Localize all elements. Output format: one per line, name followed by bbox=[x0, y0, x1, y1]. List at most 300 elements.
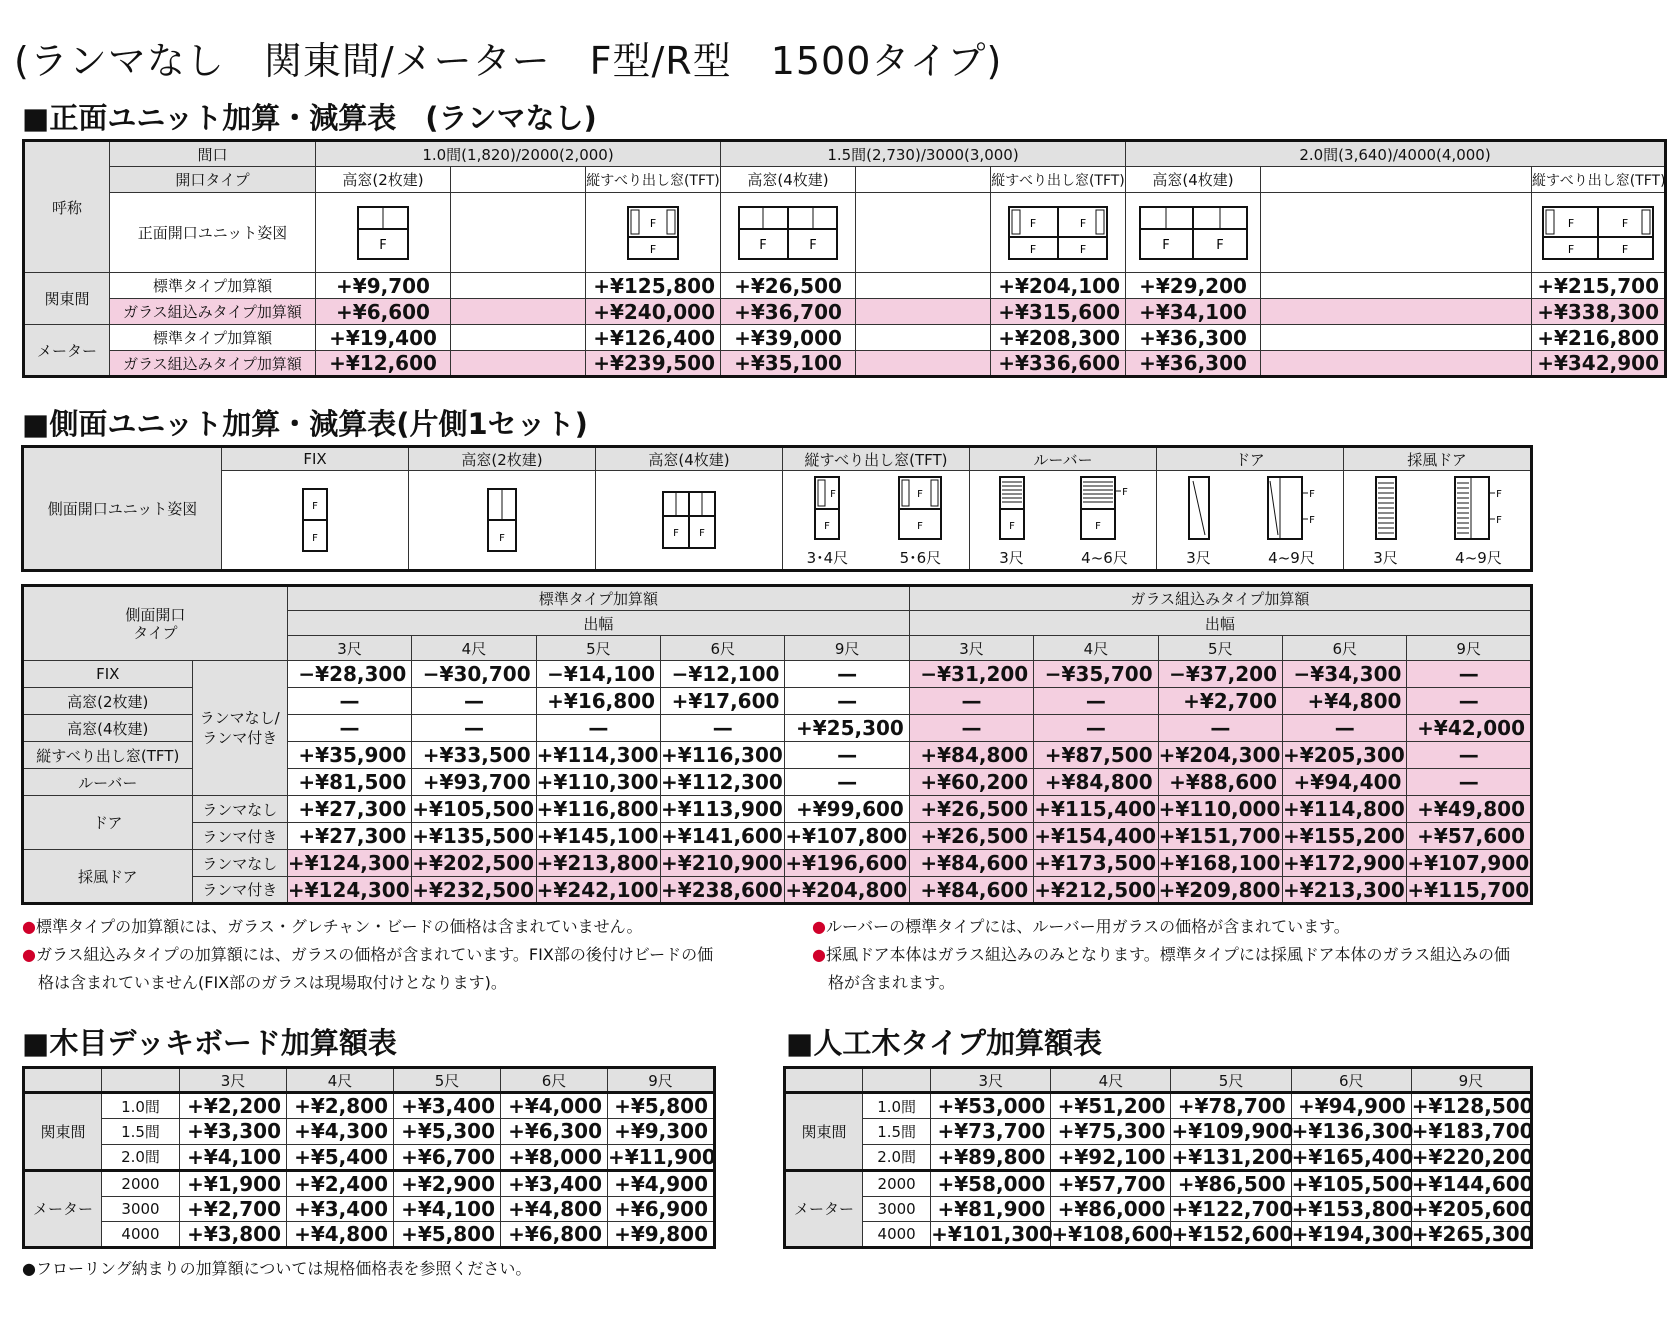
std-price-cell: +¥242,100 bbox=[536, 877, 660, 904]
width-header: 4尺 bbox=[1034, 636, 1158, 661]
price-cell: +¥342,900 bbox=[1532, 351, 1666, 377]
size-label: 2000 bbox=[102, 1170, 180, 1196]
std-price-cell: +¥99,600 bbox=[785, 796, 909, 823]
row-type-label: FIX bbox=[23, 661, 193, 688]
std-price-cell: — bbox=[536, 715, 660, 742]
std-price-cell: +¥145,100 bbox=[536, 823, 660, 850]
unit-header: 高窓(2枚建) bbox=[409, 447, 596, 471]
std-price-cell: — bbox=[412, 688, 536, 715]
glass-price-cell: — bbox=[1407, 769, 1532, 796]
price-cell: +¥75,300 bbox=[1051, 1119, 1171, 1145]
type-right: 縦すべり出し窓(TFT) bbox=[991, 167, 1126, 193]
std-price-cell: +¥81,500 bbox=[287, 769, 411, 796]
deck-table bbox=[22, 1066, 716, 1249]
glass-price-cell: +¥42,000 bbox=[1407, 715, 1532, 742]
unit-header: ルーバー bbox=[970, 447, 1157, 471]
svg-text:F: F bbox=[1008, 520, 1015, 532]
price-cell: +¥122,700 bbox=[1171, 1196, 1294, 1221]
svg-text:F: F bbox=[917, 520, 924, 532]
tft-diagram bbox=[618, 203, 688, 263]
svg-text:F: F bbox=[1621, 216, 1629, 230]
svg-text:F: F bbox=[1308, 514, 1315, 526]
glass-price-cell: +¥212,500 bbox=[1034, 877, 1158, 904]
glass-price-cell: +¥107,900 bbox=[1407, 850, 1532, 877]
size-label: 1.5間 bbox=[863, 1119, 931, 1145]
glass-price-cell: — bbox=[1407, 688, 1532, 715]
width-header: 3尺 bbox=[931, 1068, 1051, 1093]
std-price-cell: +¥202,500 bbox=[412, 850, 536, 877]
std-price-cell: +¥114,300 bbox=[536, 742, 660, 769]
size-label: 3尺 bbox=[999, 548, 1024, 567]
std-price-cell: +¥105,500 bbox=[412, 796, 536, 823]
svg-text:F: F bbox=[917, 488, 924, 500]
svg-text:F: F bbox=[759, 237, 767, 253]
price-cell: +¥153,800 bbox=[1291, 1196, 1414, 1221]
std-price-cell: — bbox=[287, 715, 411, 742]
price-cell: +¥94,900 bbox=[1291, 1093, 1411, 1119]
price-cell: +¥3,400 bbox=[394, 1093, 501, 1119]
price-cell: +¥126,400 bbox=[586, 325, 721, 351]
width-header: 3尺 bbox=[180, 1068, 287, 1093]
glass-price-cell: +¥26,500 bbox=[909, 796, 1033, 823]
std-header: 標準タイプ加算額 bbox=[287, 586, 909, 611]
table-row bbox=[785, 1119, 1532, 1145]
type-right: 縦すべり出し窓(TFT) bbox=[1532, 167, 1666, 193]
table-row bbox=[785, 1196, 1532, 1222]
size-label: 2000 bbox=[863, 1170, 931, 1196]
price-cell: +¥9,300 bbox=[608, 1119, 715, 1145]
price-cell: +¥144,600 bbox=[1411, 1171, 1534, 1196]
std-price-cell: +¥17,600 bbox=[661, 688, 785, 715]
price-cell: +¥6,600 bbox=[316, 299, 451, 325]
std-price-cell: +¥232,500 bbox=[412, 877, 536, 904]
std-price-cell: +¥27,300 bbox=[287, 796, 411, 823]
table-row bbox=[23, 661, 1532, 688]
bullet-icon: ● bbox=[22, 945, 36, 964]
price-cell: +¥194,300 bbox=[1291, 1222, 1414, 1246]
svg-text:F: F bbox=[1079, 242, 1087, 256]
std-price-cell: +¥33,500 bbox=[412, 742, 536, 769]
glass-price-cell: +¥213,300 bbox=[1283, 877, 1407, 904]
table-row bbox=[24, 1144, 715, 1170]
row-type-label: 高窓(2枚建) bbox=[23, 688, 193, 715]
width-header: 5尺 bbox=[394, 1068, 501, 1093]
meter-label: メーター bbox=[24, 325, 110, 377]
std-price-cell: +¥116,800 bbox=[536, 796, 660, 823]
width-header: 5尺 bbox=[1171, 1068, 1291, 1093]
svg-text:F: F bbox=[312, 533, 318, 544]
price-cell: +¥3,400 bbox=[501, 1170, 608, 1196]
std-label: 標準タイプ加算額 bbox=[110, 273, 316, 299]
glass-price-cell: — bbox=[909, 688, 1033, 715]
kanto-label: 関東間 bbox=[785, 1093, 863, 1171]
size-label: 4000 bbox=[863, 1222, 931, 1248]
saifu-door-side-diagram bbox=[1344, 471, 1532, 571]
std-price-cell: — bbox=[785, 661, 909, 688]
window-4-side-diagram bbox=[596, 471, 783, 571]
type-right: 縦すべり出し窓(TFT) bbox=[586, 167, 721, 193]
glass-price-cell: +¥173,500 bbox=[1034, 850, 1158, 877]
std-price-cell: +¥204,800 bbox=[785, 877, 909, 904]
price-cell: +¥51,200 bbox=[1051, 1093, 1171, 1119]
price-cell: +¥2,900 bbox=[394, 1170, 501, 1196]
std-price-cell: +¥27,300 bbox=[287, 823, 411, 850]
width-header: 4尺 bbox=[412, 636, 536, 661]
price-cell: +¥2,800 bbox=[287, 1093, 394, 1119]
unit-header: 高窓(4枚建) bbox=[596, 447, 783, 471]
window-4-diagram bbox=[733, 203, 843, 263]
std-price-cell: −¥28,300 bbox=[287, 661, 411, 688]
bullet-icon: ● bbox=[22, 1259, 36, 1278]
table-row bbox=[24, 1196, 715, 1222]
glass-price-cell: +¥204,300 bbox=[1158, 742, 1282, 769]
price-cell: +¥86,000 bbox=[1051, 1196, 1171, 1222]
std-price-cell: +¥113,900 bbox=[661, 796, 785, 823]
price-cell: +¥205,600 bbox=[1411, 1196, 1534, 1221]
note-right-3: 格が含まれます。 bbox=[828, 973, 955, 992]
std-price-cell: −¥12,100 bbox=[661, 661, 785, 688]
svg-text:F: F bbox=[1215, 237, 1224, 253]
meter-label: メーター bbox=[24, 1170, 102, 1248]
unit-header: 採風ドア bbox=[1344, 447, 1532, 471]
note-left-3: 格は含まれていません(FIX部のガラスは現場取付けとなります)。 bbox=[38, 973, 507, 992]
price-cell: +¥183,700 bbox=[1411, 1119, 1534, 1144]
size-label: 3000 bbox=[863, 1196, 931, 1222]
yobi-header: 呼称 bbox=[24, 141, 110, 273]
price-cell: +¥6,700 bbox=[394, 1144, 501, 1170]
maguchi-header: 間口 bbox=[110, 141, 316, 167]
glass-price-cell: +¥115,700 bbox=[1407, 877, 1532, 904]
type-left: 高窓(2枚建) bbox=[316, 167, 451, 193]
svg-text:F: F bbox=[379, 237, 387, 253]
price-cell: +¥3,400 bbox=[287, 1196, 394, 1222]
svg-text:F: F bbox=[824, 520, 831, 532]
width-header: 6尺 bbox=[661, 636, 785, 661]
price-cell: +¥101,300 bbox=[931, 1222, 1053, 1246]
deck-section-title: ■木目デッキボード加算額表 bbox=[22, 1026, 397, 1060]
size-label: 4~6尺 bbox=[1081, 548, 1128, 567]
width-header: 6尺 bbox=[1283, 636, 1407, 661]
price-cell: +¥5,800 bbox=[394, 1222, 501, 1248]
svg-text:F: F bbox=[1495, 488, 1502, 500]
price-cell: +¥12,600 bbox=[316, 351, 451, 377]
width-header: 9尺 bbox=[1407, 636, 1532, 661]
price-cell: +¥4,800 bbox=[287, 1222, 394, 1248]
price-cell: +¥19,400 bbox=[316, 325, 451, 351]
price-cell: +¥34,100 bbox=[1126, 299, 1261, 325]
row-type-label: 縦すべり出し窓(TFT) bbox=[23, 742, 193, 769]
price-cell: +¥57,700 bbox=[1051, 1170, 1171, 1196]
size-label: 3･4尺 bbox=[806, 548, 849, 567]
price-cell: +¥4,900 bbox=[608, 1170, 715, 1196]
svg-text:F: F bbox=[1079, 216, 1087, 230]
size-label: 5･6尺 bbox=[899, 548, 942, 567]
price-cell: +¥2,400 bbox=[287, 1170, 394, 1196]
svg-text:F: F bbox=[1621, 242, 1629, 256]
size-label: 2.0間 bbox=[102, 1144, 180, 1170]
std-price-cell: — bbox=[785, 688, 909, 715]
price-cell: +¥108,600 bbox=[1051, 1222, 1174, 1246]
price-cell: +¥36,700 bbox=[721, 299, 856, 325]
price-cell: +¥6,300 bbox=[501, 1119, 608, 1145]
table-row bbox=[24, 1222, 715, 1248]
width-header: 6尺 bbox=[501, 1068, 608, 1093]
std-price-cell: +¥112,300 bbox=[661, 769, 785, 796]
glass-price-cell: +¥49,800 bbox=[1407, 796, 1532, 823]
price-cell: +¥2,200 bbox=[180, 1093, 287, 1119]
glass-label: ガラス組込みタイプ加算額 bbox=[110, 299, 316, 325]
price-cell: +¥5,400 bbox=[287, 1144, 394, 1170]
table-row bbox=[785, 1093, 1532, 1119]
front-diagram bbox=[721, 193, 856, 273]
width-header: 9尺 bbox=[608, 1068, 715, 1093]
price-cell: +¥220,200 bbox=[1411, 1144, 1534, 1169]
std-price-cell: +¥213,800 bbox=[536, 850, 660, 877]
price-cell: +¥36,300 bbox=[1126, 325, 1261, 351]
price-cell: +¥9,700 bbox=[316, 273, 451, 299]
glass-header: ガラス組込みタイプ加算額 bbox=[909, 586, 1531, 611]
std-price-cell: +¥16,800 bbox=[536, 688, 660, 715]
type-left: 高窓(4枚建) bbox=[721, 167, 856, 193]
note-right-1: ●ルーバーの標準タイプには、ルーバー用ガラスの価格が含まれています。 bbox=[812, 917, 1350, 936]
row-type-label: 採風ドア bbox=[23, 850, 193, 904]
price-cell: +¥2,700 bbox=[180, 1196, 287, 1222]
glass-price-cell: +¥84,800 bbox=[1034, 769, 1158, 796]
front-diagram bbox=[316, 193, 451, 273]
glass-price-cell: +¥26,500 bbox=[909, 823, 1033, 850]
price-cell: +¥29,200 bbox=[1126, 273, 1261, 299]
unit-header: ドア bbox=[1157, 447, 1344, 471]
side-price-table bbox=[21, 584, 1533, 905]
glass-price-cell: +¥88,600 bbox=[1158, 769, 1282, 796]
deck-note: ●フローリング納まりの加算額については規格価格表を参照ください。 bbox=[22, 1259, 532, 1278]
glass-price-cell: +¥205,300 bbox=[1283, 742, 1407, 769]
std-price-cell: — bbox=[785, 769, 909, 796]
glass-price-cell: +¥172,900 bbox=[1283, 850, 1407, 877]
glass-price-cell: +¥60,200 bbox=[909, 769, 1033, 796]
std-price-cell: +¥135,500 bbox=[412, 823, 536, 850]
ranma-label: ランマなし bbox=[192, 850, 287, 877]
price-cell: +¥336,600 bbox=[991, 351, 1126, 377]
price-cell: +¥6,800 bbox=[501, 1222, 608, 1248]
svg-text:F: F bbox=[1161, 237, 1170, 253]
price-cell: +¥3,300 bbox=[180, 1119, 287, 1145]
header-row bbox=[24, 1068, 715, 1093]
size-label: 4~9尺 bbox=[1268, 548, 1315, 567]
ranma-label: ランマなし bbox=[192, 796, 287, 823]
table-row bbox=[24, 1119, 715, 1145]
glass-price-cell: — bbox=[1034, 688, 1158, 715]
ranma-label: ランマなし/ ランマ付き bbox=[192, 661, 287, 796]
width-header: 9尺 bbox=[785, 636, 909, 661]
price-cell: +¥4,000 bbox=[501, 1093, 608, 1119]
size-label: 4~9尺 bbox=[1455, 548, 1502, 567]
std-price-cell: +¥141,600 bbox=[661, 823, 785, 850]
svg-text:F: F bbox=[1094, 520, 1101, 532]
kanto-label: 関東間 bbox=[24, 1093, 102, 1171]
front-section-title: ■正面ユニット加算・減算表 (ランマなし) bbox=[22, 101, 597, 135]
width-header: 4尺 bbox=[287, 1068, 394, 1093]
tft-diagram bbox=[1539, 203, 1657, 263]
price-cell: +¥26,500 bbox=[721, 273, 856, 299]
group-header: 1.5間(2,730)/3000(3,000) bbox=[721, 141, 1126, 167]
price-cell: +¥11,900 bbox=[608, 1144, 716, 1169]
price-cell: +¥216,800 bbox=[1532, 325, 1666, 351]
price-cell: +¥58,000 bbox=[931, 1170, 1051, 1196]
type-left: 高窓(4枚建) bbox=[1126, 167, 1261, 193]
tft-side-diagram bbox=[783, 471, 970, 571]
std-price-cell: — bbox=[785, 742, 909, 769]
glass-price-cell: +¥57,600 bbox=[1407, 823, 1532, 850]
jinko-table bbox=[783, 1066, 1533, 1249]
glass-price-cell: +¥4,800 bbox=[1283, 688, 1407, 715]
std-price-cell: — bbox=[287, 688, 411, 715]
svg-text:F: F bbox=[1495, 514, 1502, 526]
table-row bbox=[785, 1144, 1532, 1170]
louver-side-diagram bbox=[970, 471, 1157, 571]
table-row bbox=[23, 796, 1532, 823]
glass-price-cell: — bbox=[1283, 715, 1407, 742]
blank-header bbox=[102, 1068, 180, 1093]
note-left-1: ●標準タイプの加算額には、ガラス・グレチャン・ビードの価格は含まれていません。 bbox=[22, 917, 643, 936]
price-cell: +¥136,300 bbox=[1291, 1119, 1414, 1144]
width-header: 3尺 bbox=[287, 636, 411, 661]
price-cell: +¥265,300 bbox=[1411, 1222, 1534, 1246]
fix-diagram bbox=[222, 471, 409, 571]
width-header: 4尺 bbox=[1051, 1068, 1171, 1093]
glass-price-cell: +¥209,800 bbox=[1158, 877, 1282, 904]
glass-price-cell: — bbox=[909, 715, 1033, 742]
front-diagram bbox=[1532, 193, 1666, 273]
table-row bbox=[785, 1170, 1532, 1196]
glass-price-cell: −¥35,700 bbox=[1034, 661, 1158, 688]
price-cell: +¥81,900 bbox=[931, 1196, 1051, 1222]
row-type-label: ルーバー bbox=[23, 769, 193, 796]
width-header: 5尺 bbox=[536, 636, 660, 661]
svg-text:F: F bbox=[1308, 488, 1315, 500]
svg-text:F: F bbox=[1029, 216, 1037, 230]
header-row bbox=[785, 1068, 1532, 1093]
glass-price-cell: +¥110,000 bbox=[1158, 796, 1282, 823]
table-row bbox=[785, 1222, 1532, 1248]
std-price-cell: −¥30,700 bbox=[412, 661, 536, 688]
meter-label: メーター bbox=[785, 1170, 863, 1248]
glass-price-cell: +¥154,400 bbox=[1034, 823, 1158, 850]
note-left-2: ●ガラス組込みタイプの加算額には、ガラスの価格が含まれています。FIX部の後付けビードの価 bbox=[22, 945, 714, 964]
price-cell: +¥5,300 bbox=[394, 1119, 501, 1145]
svg-text:F: F bbox=[830, 488, 837, 500]
price-cell: +¥105,500 bbox=[1291, 1171, 1414, 1196]
note-right-2: ●採風ドア本体はガラス組込みのみとなります。標準タイプには採風ドア本体のガラス組込みの価 bbox=[812, 945, 1510, 964]
glass-price-cell: +¥151,700 bbox=[1158, 823, 1282, 850]
svg-text:F: F bbox=[312, 501, 318, 512]
width-header: 5尺 bbox=[1158, 636, 1282, 661]
svg-text:F: F bbox=[699, 528, 705, 539]
glass-price-cell: +¥84,600 bbox=[909, 877, 1033, 904]
std-price-cell: +¥25,300 bbox=[785, 715, 909, 742]
tft-diagram bbox=[1003, 203, 1113, 263]
price-cell: +¥5,800 bbox=[608, 1093, 715, 1119]
price-cell: +¥4,100 bbox=[180, 1144, 287, 1170]
price-cell: +¥204,100 bbox=[991, 273, 1126, 299]
price-cell: +¥53,000 bbox=[931, 1093, 1051, 1119]
size-label: 3000 bbox=[102, 1196, 180, 1222]
table-row bbox=[23, 850, 1532, 877]
side-diagram-table bbox=[21, 445, 1533, 572]
price-cell: +¥73,700 bbox=[931, 1119, 1051, 1145]
price-cell: +¥86,500 bbox=[1171, 1170, 1291, 1196]
std-price-cell: +¥110,300 bbox=[536, 769, 660, 796]
glass-price-cell: — bbox=[1407, 742, 1532, 769]
dehaba-header: 出幅 bbox=[909, 611, 1531, 636]
table-row bbox=[23, 823, 1532, 850]
door-side-diagram bbox=[1157, 471, 1344, 571]
size-label: 1.0間 bbox=[863, 1093, 931, 1119]
glass-label: ガラス組込みタイプ加算額 bbox=[110, 351, 316, 377]
size-label: 3尺 bbox=[1186, 548, 1211, 567]
bullet-icon: ● bbox=[812, 917, 826, 936]
price-cell: +¥165,400 bbox=[1291, 1144, 1414, 1169]
price-cell: +¥208,300 bbox=[991, 325, 1126, 351]
std-price-cell: +¥107,800 bbox=[785, 823, 909, 850]
std-price-cell: — bbox=[661, 715, 785, 742]
price-cell: +¥39,000 bbox=[721, 325, 856, 351]
std-price-cell: +¥238,600 bbox=[661, 877, 785, 904]
page-title: (ランマなし 関東間/メーター F型/R型 1500タイプ) bbox=[14, 39, 1003, 83]
front-diagram bbox=[991, 193, 1126, 273]
row-type-label: 高窓(4枚建) bbox=[23, 715, 193, 742]
glass-price-cell: +¥155,200 bbox=[1283, 823, 1407, 850]
front-diagram bbox=[586, 193, 721, 273]
glass-price-cell: +¥115,400 bbox=[1034, 796, 1158, 823]
table-row bbox=[23, 877, 1532, 904]
price-cell: +¥35,100 bbox=[721, 351, 856, 377]
group-header: 1.0間(1,820)/2000(2,000) bbox=[316, 141, 721, 167]
front-diagram bbox=[1126, 193, 1261, 273]
diagram-header: 正面開口ユニット姿図 bbox=[110, 193, 316, 273]
price-cell: +¥1,900 bbox=[180, 1170, 287, 1196]
price-cell: +¥152,600 bbox=[1171, 1222, 1294, 1246]
std-price-cell: +¥116,300 bbox=[661, 742, 785, 769]
price-cell: +¥128,500 bbox=[1411, 1094, 1534, 1118]
glass-price-cell: −¥34,300 bbox=[1283, 661, 1407, 688]
price-cell: +¥36,300 bbox=[1126, 351, 1261, 377]
std-price-cell: −¥14,100 bbox=[536, 661, 660, 688]
kanto-label: 関東間 bbox=[24, 273, 110, 325]
row-type-label: ドア bbox=[23, 796, 193, 850]
type-header: 開口タイプ bbox=[110, 167, 316, 193]
price-cell: +¥239,500 bbox=[586, 351, 721, 377]
window-4-diagram bbox=[1136, 203, 1251, 263]
blank-header bbox=[863, 1068, 931, 1093]
glass-price-cell: +¥2,700 bbox=[1158, 688, 1282, 715]
std-price-cell: +¥210,900 bbox=[661, 850, 785, 877]
side-section-title: ■側面ユニット加算・減算表(片側1セット) bbox=[22, 407, 588, 441]
glass-price-cell: +¥87,500 bbox=[1034, 742, 1158, 769]
glass-price-cell: +¥84,600 bbox=[909, 850, 1033, 877]
price-cell: +¥215,700 bbox=[1532, 273, 1666, 299]
glass-price-cell: — bbox=[1407, 661, 1532, 688]
price-cell: +¥78,700 bbox=[1171, 1093, 1291, 1119]
std-price-cell: — bbox=[412, 715, 536, 742]
price-cell: +¥125,800 bbox=[586, 273, 721, 299]
price-cell: +¥109,900 bbox=[1171, 1119, 1294, 1144]
price-cell: +¥131,200 bbox=[1171, 1144, 1294, 1169]
std-price-cell: +¥93,700 bbox=[412, 769, 536, 796]
price-cell: +¥4,100 bbox=[394, 1196, 501, 1222]
glass-price-cell: +¥84,800 bbox=[909, 742, 1033, 769]
group-header: 2.0間(3,640)/4000(4,000) bbox=[1126, 141, 1666, 167]
